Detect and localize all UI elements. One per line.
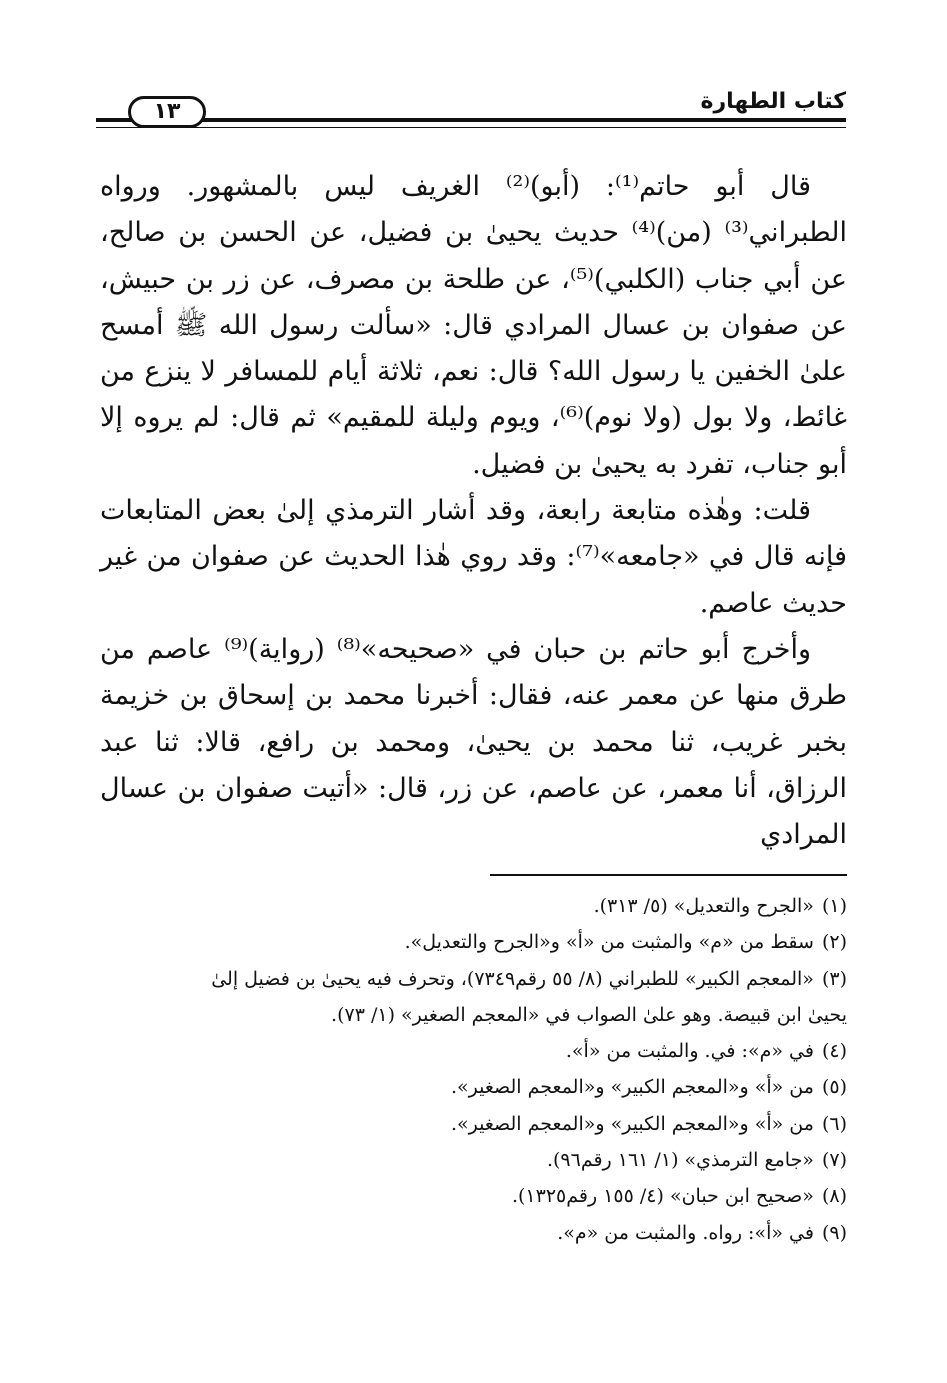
footnote-item xyxy=(100,1106,847,1142)
footnote-text: في «م»: في. والمثبت من «أ». xyxy=(565,1040,814,1063)
footnote-item xyxy=(100,1215,847,1251)
footnote-number: (٥) xyxy=(821,1076,847,1099)
footnote-separator xyxy=(490,874,847,876)
footnote-item xyxy=(100,888,847,924)
footnote-item xyxy=(100,1178,847,1214)
header-rule-thin xyxy=(96,127,846,128)
footnote-number: (٢) xyxy=(821,931,847,954)
footnote-text: من «أ» و«المعجم الكبير» و«المعجم الصغير». xyxy=(450,1112,814,1135)
footnote-number: (٣) xyxy=(821,967,847,990)
footnote-text: «الجرح والتعديل» (٥/ ٣١٣). xyxy=(593,895,814,917)
footnote-number: (٨) xyxy=(821,1185,847,1208)
footnote-number: (٩) xyxy=(821,1221,847,1244)
footnotes-list xyxy=(100,888,847,1251)
footnote-item xyxy=(100,1142,847,1178)
paragraph-1: قال أبو حاتم⁽¹⁾: (أبو)⁽²⁾ الغريف ليس بالمشهور. ورواه الطبراني⁽³⁾ (من)⁽⁴⁾ حديث يحيىٰ بن فضيل، عن الحسن بن صالح، عن أبي جناب (الكلبي)⁽⁵⁾، عن طلحة بن مصرف، عن زر بن حبيش، عن صفوان بن عسال المرادي قال: «سألت رسول الله ﷺ أمسح علىٰ الخفين يا رسول الله؟ قال: نعم، ثلاثة أيام للمسافر لا ينزع من غائط، ولا بول (ولا نوم)⁽⁶⁾، ويوم وليلة للمقيم» ثم قال: لم يروه إلا أبو جناب، تفرد به يحيىٰ بن فضيل. xyxy=(100,171,848,480)
footnote-item xyxy=(100,1069,847,1105)
book-section-title: كتاب الطهارة xyxy=(695,88,846,116)
paragraph-2: قلت: وهٰذه متابعة رابعة، وقد أشار الترمذي إلىٰ بعض المتابعات فإنه قال في «جامعه»⁽⁷⁾: وقد روي هٰذا الحديث عن صفوان من غير حديث عاصم. xyxy=(100,495,847,619)
footnote-number: (١) xyxy=(821,895,847,917)
footnote-text: «جامع الترمذي» (١/ ١٦١ رقم٩٦). xyxy=(546,1149,814,1172)
header-rule-thick xyxy=(96,118,846,122)
footnote-text: «صحيح ابن حبان» (٤/ ١٥٥ رقم١٣٢٥). xyxy=(511,1185,814,1208)
footnote-continuation: يحيىٰ ابن قبيصة. وهو علىٰ الصواب في «المعجم الصغير» (١/ ٧٣). xyxy=(331,1003,847,1026)
footnote-text: «المعجم الكبير» للطبراني (٨/ ٥٥ رقم٧٣٤٩)، وتحرف فيه يحيىٰ بن فضيل إلىٰ xyxy=(211,967,814,990)
main-text xyxy=(100,164,847,858)
paragraph-3: وأخرج أبو حاتم بن حبان في «صحيحه»⁽⁸⁾ (رواية)⁽⁹⁾ عاصم من طرق منها عن معمر عنه، فقال: أخبرنا محمد بن إسحاق بن خزيمة بخبر غريب، ثنا محمد بن يحيىٰ، ومحمد بن رافع، قالا: ثنا عبد الرزاق، أنا معمر، عن عاصم، عن زر، قال: «أتيت صفوان بن عسال المرادي xyxy=(100,633,847,851)
footnote-text: سقط من «م» والمثبت من «أ» و«الجرح والتعديل». xyxy=(404,931,814,954)
footnote-number: (٤) xyxy=(821,1040,847,1063)
page-header xyxy=(96,88,846,136)
footnote-item xyxy=(100,961,847,997)
page-number-badge: ١٣ xyxy=(128,96,206,128)
footnote-text: في «أ»: رواه. والمثبت من «م». xyxy=(557,1221,814,1244)
footnote-number: (٦) xyxy=(821,1112,847,1135)
footnote-number: (٧) xyxy=(821,1149,847,1172)
footnote-item xyxy=(100,1033,847,1069)
footnote-item xyxy=(100,924,847,960)
footnote-text: من «أ» و«المعجم الكبير» و«المعجم الصغير». xyxy=(450,1076,814,1099)
